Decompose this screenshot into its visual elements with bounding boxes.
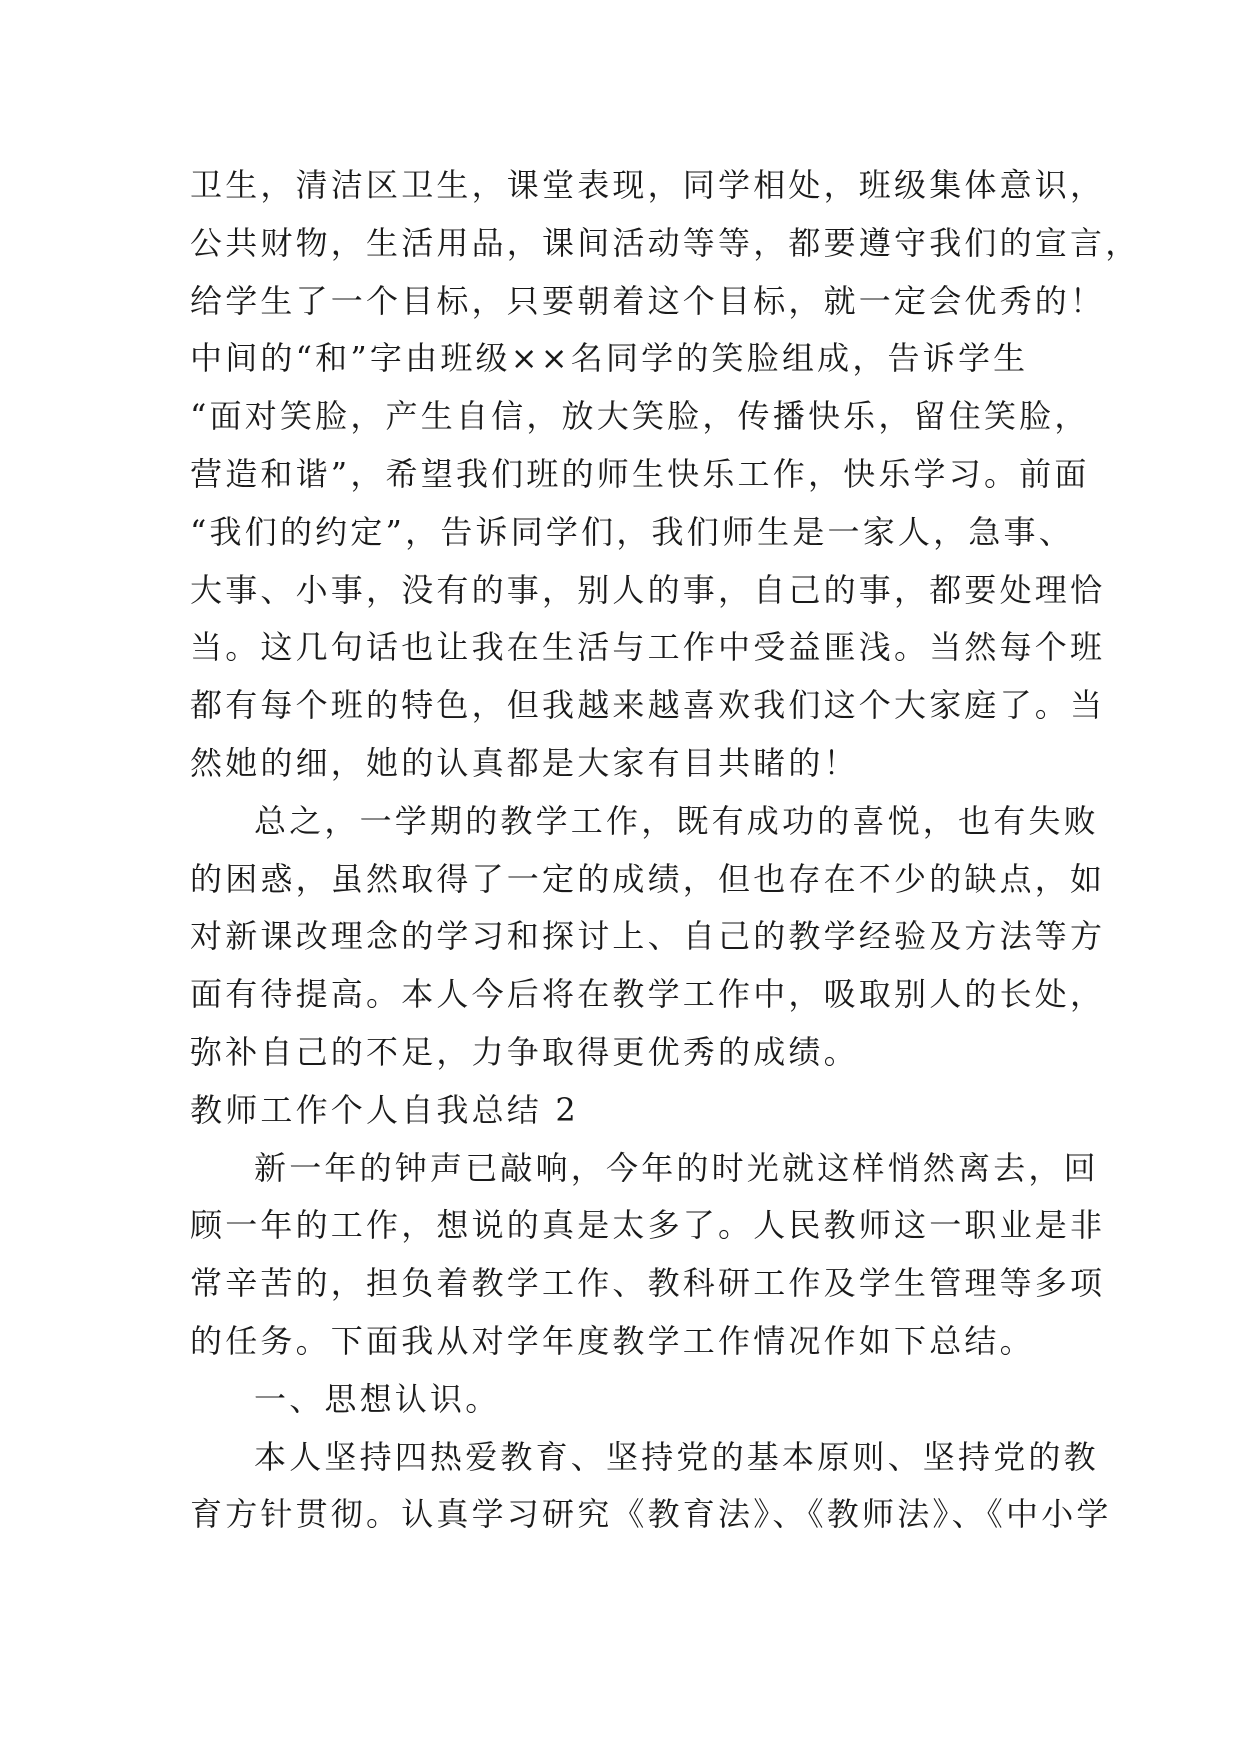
paragraph-first-line: 本人坚持四热爱教育、坚持党的基本原则、坚持党的教 (254, 1437, 1099, 1476)
text-line: 公共财物，生活用品，课间活动等等，都要遵守我们的宣言， (190, 223, 1141, 262)
text-line: 都有每个班的特色，但我越来越喜欢我们这个大家庭了。当 (190, 686, 1106, 725)
text-line: “面对笑脸，产生自信，放大笑脸，传播快乐，留住笑脸， (190, 397, 1090, 436)
paragraph-first-line: 总之，一学期的教学工作，既有成功的喜悦，也有失败 (254, 801, 1099, 840)
paragraph-first-line: 新一年的钟声已敲响，今年的时光就这样悄然离去，回 (254, 1148, 1099, 1187)
text-line: 当。这几句话也让我在生活与工作中受益匪浅。当然每个班 (190, 628, 1106, 667)
text-line: 给学生了一个目标，只要朝着这个目标，就一定会优秀的！ (190, 281, 1106, 320)
text-line: 面有待提高。本人今后将在教学工作中，吸取别人的长处， (190, 975, 1106, 1014)
text-line: 的困惑，虽然取得了一定的成绩，但也存在不少的缺点，如 (190, 859, 1106, 898)
text-line: 卫生，清洁区卫生，课堂表现，同学相处，班级集体意识， (190, 166, 1106, 204)
text-line: 对新课改理念的学习和探讨上、自己的教学经验及方法等方 (190, 917, 1106, 956)
text-line: 的任务。下面我从对学年度教学工作情况作如下总结。 (190, 1321, 1035, 1360)
text-line: 然她的细，她的认真都是大家有目共睹的！ (190, 743, 859, 782)
text-line: 顾一年的工作，想说的真是太多了。人民教师这一职业是非 (190, 1206, 1106, 1245)
text-line: 育方针贯彻。认真学习研究《教育法》、《教师法》、《中小学 (190, 1495, 1112, 1534)
text-line: 弥补自己的不足，力争取得更优秀的成绩。 (190, 1032, 859, 1071)
text-line: “我们的约定”，告诉同学们，我们师生是一家人，急事、 (190, 512, 1074, 551)
subsection-heading: 一、思想认识。 (254, 1379, 501, 1418)
text-line: 营造和谐”，希望我们班的师生快乐工作，快乐学习。前面 (190, 454, 1090, 493)
text-line: 大事、小事，没有的事，别人的事，自己的事，都要处理恰 (190, 570, 1106, 609)
section-heading: 教师工作个人自我总结 2 (190, 1090, 579, 1129)
text-line: 中间的“和”字由班级××名同学的笑脸组成，告诉学生 (190, 339, 1029, 378)
text-line: 常辛苦的，担负着教学工作、教科研工作及学生管理等多项 (190, 1264, 1106, 1303)
document-body (190, 157, 1141, 1544)
